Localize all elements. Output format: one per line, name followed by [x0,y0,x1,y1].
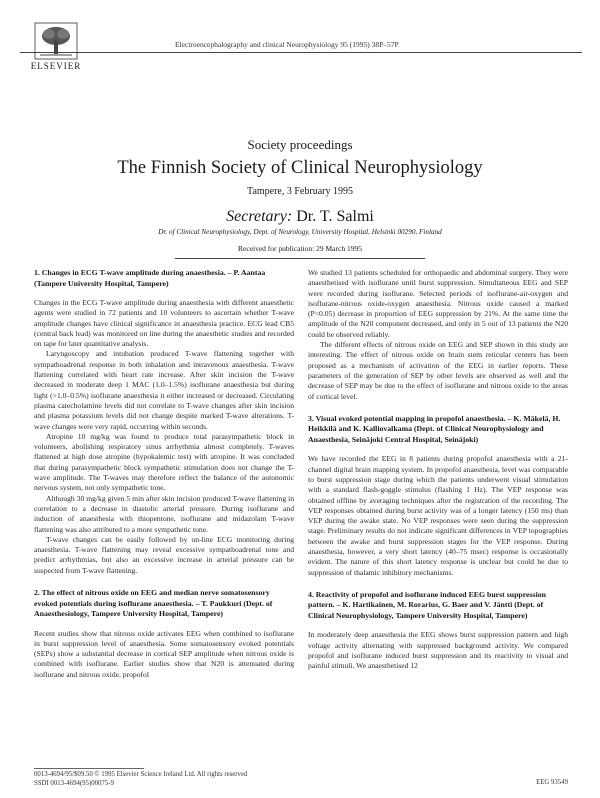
meeting-date: Tampere, 3 February 1995 [247,186,353,197]
section-kicker: Society proceedings [247,137,353,152]
abstract-4-paragraph: In moderately deep anaesthesia the EEG shows burst suppression pattern and high voltage activity alternating with suppressed background activity. We compared propofol and isoflurane induced burst suppression and its reactivity to visual and painful stimuli. We anaesthetised 12 [308,630,568,671]
secretary-affiliation: Dr. of Clinical Neurophysiology, Dept. of Neurology, University Hospital, Helsinki 00290, Finland [158,228,442,236]
journal-citation: Electroencephalography and clinical Neurophysiology 95 (1995) 38P–57P [175,40,399,49]
page-title: The Finnish Society of Clinical Neurophysiology [117,158,483,178]
received-date: Received for publication: 29 March 1995 [238,244,362,253]
right-column [308,268,568,672]
abstract-2-title: 2. The effect of nitrous oxide on EEG and median nerve somatosensory evoked potentials during isoflurane anaesthesia. – T. Paukkuri (Dept. of Anaesthesiology, Tampere University Hospital, Tampere) [34,588,273,619]
abstract-1-paragraph: Changes in the ECG T-wave amplitude during anaesthesia with different anaesthetic agents were studied in 72 patients and 10 volunteers to ascertain whether T-wave amplitude changes have clinical significance in anaesthesia practice. ECG lead CB5 (central back lead) was monitored on line during the anaesthetic studies and recorded on tape for later quantitative analysis. [34,298,294,349]
abstract-4-title: 4. Reactivity of propofol and isoflurane induced EEG burst suppression pattern. – K. Hartikainen, M. Rorarius, G. Baer and V. Jäntti (Dept. of Clinical Neurophysiology, Tampere University Hospital, Tampere) [308,589,546,620]
abstract-3-paragraph: We have recorded the EEG in 8 patients during propofol anaesthesia with a 21-channel digital brain mapping system. In propofol anaesthesia, level was comparable to burst suppression stage during which the patients underwent visual stimulation with a standard flash-goggle stimulus (flashing 1 Hz). The VEP response was obtained offline by averaging techniques after the registration of the recording. The VEP responses obtained during burst activity was of a longer latency (150 ms) than VEP during the awake state. No VEP responses were seen during the suppression stage. Preliminary results do not indicate significant differences in VEP topographies between the awake and burst suppression stages for the VEP response. During anaesthesia, however, a very short latency (40–75 msec) response is occasionally evident. The nature of this short latency response is unclear but could be due to suppression of thalamic inhibitory mechanisms. [308,454,568,577]
left-column [34,268,294,680]
abstract-2-paragraph: Recent studies show that nitrous oxide activates EEG when combined to isoflurane in burst suppression level of anaesthesia. Some somatosensory evoked potentials (SEPs) show a substantial decrease in cortical SEP amplitude when nitrous oxide is combined with isoflurane. Earlier studies show that N20 is attenuated during isoflurane and nitrous oxide, propofol [34,628,294,679]
header-divider [20,52,582,53]
secretary-name: Dr. T. Salmi [296,208,374,225]
title-divider [175,258,425,259]
abstract-3-title: 3. Visual evoked potential mapping in propofol anaesthesia. – K. Mäkelä, H. Heikkilä and K. Kalliovalkama (Dept. of Clinical Neurophysiology and Anaesthesia, Seinäjoki Central Hospital, Seinäjoki) [308,413,561,444]
secretary-label: Secretary: [226,208,293,225]
footer-code: EEG 93549 [536,779,568,786]
abstract-1-paragraph: Atropine 10 mg/kg was found to produce total parasympathetic block in volunteers, abolishing respiratory sinus arrhythmia almost completely. T-waves flattened at high dose atropine (hypokalemic test) with atropine. It was concluded that during parasympathetic block sympathetic stimulation does not change the T-wave amplitude. The T-waves may therefore reflect the balance of the autonomic nervous system, not only sympathetic tone. [34,431,294,493]
elsevier-tree-icon [34,22,78,60]
footer-copyright [34,771,247,788]
footer-divider [34,768,144,769]
abstract-1-paragraph: Laryngoscopy and intubation produced T-wave flattening together with sympathoadrenal response in both inhalation and intravenous anaesthesia. T-wave flattening correlated with heart rate increase. After skin incision the T-wave decreased in moderate deep 1 MAC (1.0–1.5%) isoflurane anaesthesia but during light (>1.0–0.5%) isoflurane anaesthesia it either increased or decreased. Circulating plasma catecholamine levels did not correlate to T-wave changes after skin incision and plasma potassium levels did not change despite marked T-wave alterations. T-wave changes were very rapid, occurring within seconds. [34,349,294,431]
abstract-2-continued: The different effects of nitrous oxide on EEG and SEP shown in this study are interesting. The effect of nitrous oxide on brain stem reticular centers has been proposed as a mechanism of activation of the EEG in earlier reports. These parameters of the generation of SEP by other levels are observed as well and the decrease of SEP may be due to the effect of isoflurane and nitrous oxide to the areas of cortical level. [308,340,568,401]
publisher-logo [26,22,86,71]
ssdi-line: SSDI 0013-4694(95)00075-9 [34,779,114,787]
issn-line: 0013-4694/95/$09.50 © 1995 Elsevier Science Ireland Ltd. All rights reserved [34,771,248,778]
abstract-1-paragraph: Although 30 mg/kg given 5 min after skin incision produced T-wave flattening in correlation to a decrease in diastolic arterial pressure. During isoflurane and induction of anaesthesia with thiopentone, isoflurane and midazolam T-wave flattening was also attributed to a more sympathetic tone. [34,493,294,534]
abstract-1-paragraph: T-wave changes can be easily followed by on-line ECG monitoring during anaesthesia. T-wave flattening may reveal excessive sympathoadrenal tone and predict arrhythmias, but also an excessive increase in arterial pressure can be suspected from T-wave flattening. [34,534,294,575]
publisher-name: ELSEVIER [30,61,82,71]
secretary-line [0,208,600,226]
abstract-2-continued: We studied 13 patients scheduled for orthopaedic and abdominal surgery. They were anaesthetised with isoflurane until burst suppression. Simultaneous EEG and SEP were recorded during isoflurane. Selected periods of isoflurane-air-oxygen and isoflurane-nitrous oxide-oxygen anaesthesia. Nitrous oxide caused a marked (P<0.05) decrease in proportion of EEG suppression by 21%. At the same time the amplitude of the N20 component decreased, and only in 5 out of 13 patients the N20 could be observed reliably. [308,268,568,339]
abstract-1-title: 1. Changes in ECG T-wave amplitude during anaesthesia. – P. Aantaa (Tampere University Hospital, Tampere) [34,268,266,288]
